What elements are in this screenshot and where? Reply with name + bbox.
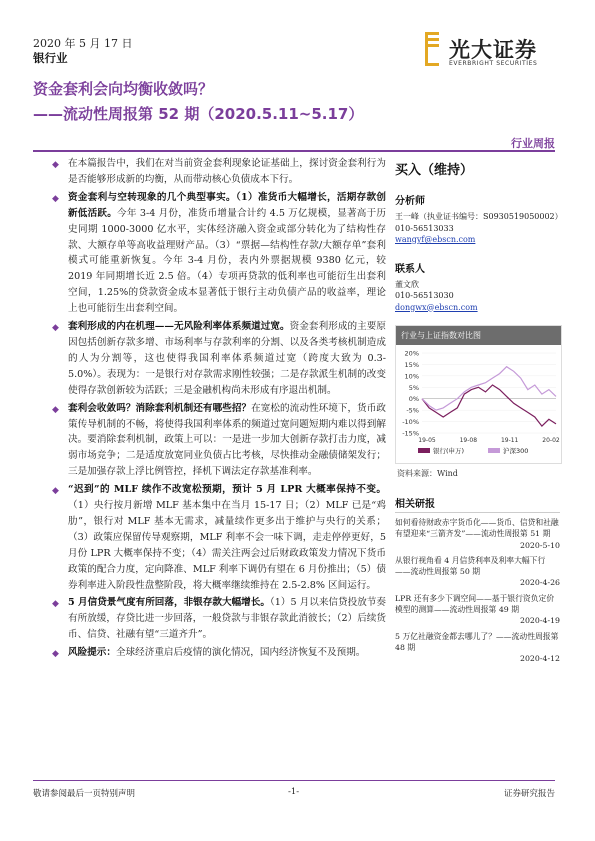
- bullet-text: 资金套利形成的主要原因包括创新存款多增、市场利率与存款利率的分割、以及各类考核机制造成的人为分割等，这也使得我国利率体系频道过宽（跨度大致为 0.3-5.0%）。表现为：一是银行对存款需求刚性较强；二是存款派生机制的改变使得存款创新较为活跃；三是金融机构尚未形成有序退出机制。: [68, 321, 387, 396]
- bullet-text: （1）5 月以来信贷投放节奏有所放缓，存贷比进一步回落，一般贷款与非银存款此消彼长；（2）后续货币、信贷、社融有望“三道齐升”。: [68, 597, 386, 641]
- bullet-bold: 风险提示：: [68, 647, 116, 659]
- industry-label: 银行业: [33, 51, 68, 65]
- bullet-text: （1）央行按月新增 MLF 基本集中在当月 15-17 日；（2）MLF 已是“鸡肋”，银行对 MLF 基本无需求，减量续作更多出于维护与央行的关系；（3）政策应保留传导观察期，MLF 利率不会一味下调，走走停停更好，5 月份 LPR 大概率保持不变；（4）需关注两会过后财政政策发力情况下货币政策的配合力度，定向降准、MLF 利率下调仍有望在 6 月份推出；（5）债券利率进入阶段性盘整阶段，将大概率继续维持在 2.5-2.8% 区间运行。: [68, 500, 386, 591]
- report-title: 资金套利会向均衡收敛吗？: [33, 80, 214, 98]
- y-tick-label: 10%: [404, 372, 419, 381]
- summary-bullet: [52, 595, 386, 643]
- footer-disclaimer: 敬请参阅最后一页特别声明: [33, 789, 136, 799]
- related-reports-heading: 相关研报: [395, 495, 560, 513]
- summary-bullet: [52, 319, 386, 399]
- contact-heading: 联系人: [395, 263, 425, 275]
- bullet-bold: “迟到”的 MLF 续作不改宽松预期，预计 5 月 LPR 大概率保持不变。: [68, 484, 386, 496]
- diamond-bullet-icon: ◆: [52, 649, 59, 660]
- y-tick-label: 0%: [408, 395, 419, 404]
- footer-divider: [33, 780, 555, 781]
- related-report-date: 2020-4-12: [520, 654, 560, 664]
- related-report-item[interactable]: [395, 631, 560, 665]
- related-report-title: 如何看待财政赤字货币化——货币、信贷和社融有望迎来“三箭齐发”——流动性周报第 51 期: [395, 518, 559, 539]
- summary-column: [52, 156, 386, 663]
- bullet-bold: 套利会收敛吗？消除套利机制还有哪些招？: [68, 402, 252, 414]
- contact-info: [395, 279, 560, 314]
- related-report-item[interactable]: [395, 555, 560, 589]
- contact-phone: 010-56513030: [395, 291, 454, 300]
- analyst-email-link[interactable]: wangyf@ebscn.com: [395, 235, 476, 244]
- y-tick-label: -15%: [402, 429, 419, 438]
- bullet-text: 在本篇报告中，我们在对当前资金套利现象论证基础上，探讨资金套利行为是否能够形成新的均衡，从而带动核心负债成本下行。: [68, 158, 386, 185]
- summary-bullet: [52, 645, 386, 661]
- x-tick-label: 19-08: [459, 437, 478, 444]
- related-report-date: 2020-4-19: [520, 616, 560, 626]
- y-tick-label: -5%: [406, 406, 419, 415]
- bullet-bold: 5 月信贷景气度有所回落，非银存款大幅增长。: [68, 597, 270, 609]
- x-tick-label: 19-05: [418, 437, 436, 444]
- analyst-info: [395, 211, 563, 246]
- related-report-title: 从银行视角看 4 月信贷利率及利率大幅下行——流动性周报第 50 期: [395, 555, 546, 577]
- diamond-bullet-icon: ◆: [52, 193, 59, 204]
- summary-bullet: [52, 401, 386, 481]
- y-tick-label: -10%: [402, 418, 419, 427]
- summary-bullet: [52, 156, 386, 188]
- chart-svg: [396, 345, 561, 463]
- related-report-item[interactable]: [395, 517, 560, 551]
- y-tick-label: 20%: [404, 349, 419, 358]
- company-logo: [425, 32, 585, 70]
- footer-report-label: 证券研究报告: [503, 789, 555, 799]
- logo-text-en: EVERBRIGHT SECURITIES: [449, 60, 538, 67]
- report-type: 行业周报: [511, 137, 555, 150]
- related-report-date: 2020-5-10: [520, 540, 560, 550]
- header-divider: [33, 150, 555, 152]
- related-report-title: LPR 还有多少下调空间——基于银行资负定价模型的测算——流动性周报第 49 期: [395, 593, 555, 615]
- bullet-bold: 资金套利与空转现象的几个典型事实。（1）准货币大幅增长，活期存款创新低活跃。: [68, 191, 386, 219]
- series-line: [422, 385, 556, 426]
- logo-text-cn: 光大证券: [449, 38, 537, 62]
- index-comparison-chart: [395, 325, 562, 464]
- diamond-bullet-icon: ◆: [52, 404, 59, 415]
- legend-label-hs300: 沪深300: [503, 447, 529, 455]
- summary-bullet: [52, 482, 386, 593]
- diamond-bullet-icon: ◆: [52, 486, 59, 497]
- bullet-bold: 套利形成的内在机理——无风险利率体系频道过宽。: [68, 321, 290, 333]
- y-tick-label: 15%: [404, 360, 419, 369]
- bullet-text: 今年 3-4 月份，准货币增量合计约 4.5 万亿规模，显著高于历史同期 1000-3000 亿水平，实体经济融入资金或部分转化为了结构性存款、大额存单等高收益理财产品。（3）“票据—结构性存款/大额存单”套利模式可能重新恢复。今年 3-4 月份，表内外票据规模 9380 亿元，较 2019 年同期增长近 2.5 倍。（4）专项再贷款的低利率也可能衍生出套利空间，1.25%的贷款资金成本显著低于银行主动负债产品的收益率，理论上也可能衍生出套利空间。: [68, 207, 387, 315]
- summary-bullet: [52, 190, 386, 317]
- related-report-item[interactable]: [395, 593, 560, 627]
- diamond-bullet-icon: ◆: [52, 323, 59, 334]
- rating-label: 买入（维持）: [395, 163, 474, 178]
- chart-title: 行业与上证指数对比图: [396, 326, 561, 345]
- logo-mark-icon: [425, 32, 439, 66]
- related-report-title: 5 万亿社融资金都去哪儿了？——流动性周报第 48 期: [395, 631, 559, 652]
- report-date: 2020 年 5 月 17 日: [33, 37, 133, 50]
- page-number: -1-: [288, 787, 300, 797]
- legend-swatch-hs300: [488, 448, 500, 453]
- contact-name: 董文欣: [395, 279, 419, 289]
- diamond-bullet-icon: ◆: [52, 160, 59, 170]
- contact-email-link[interactable]: dongwx@ebscn.com: [395, 302, 478, 312]
- x-tick-label: 19-11: [500, 437, 519, 444]
- analyst-heading: 分析师: [395, 196, 425, 207]
- bullet-text: 全球经济重启后疫情的演化情况，国内经济恢复不及预期。: [115, 647, 366, 659]
- x-tick-label: 20-02: [542, 437, 560, 444]
- y-tick-label: 5%: [408, 383, 419, 392]
- related-report-date: 2020-4-26: [520, 578, 560, 588]
- analyst-phone: 010-56513033: [395, 223, 454, 233]
- legend-label-bank: 银行(申万): [433, 447, 465, 455]
- bullet-text: 在宽松的流动性环境下，货币政策传导机制的不畅，将使得我国利率体系的频道过宽问题短期内难以得到解决。要消除套利机制，政策上可以：一是进一步加大创新存款打击力度，减弱市场竞争；二是适度放宽同业负债占比考核，尽快推动金融债储架发行；三是加强存款上浮比例管控，择机下调法定存款基准利率。: [68, 402, 387, 478]
- report-subtitle: ——流动性周报第 52 期（2020.5.11~5.17）: [33, 105, 364, 123]
- sidebar-column: [395, 156, 563, 665]
- legend-swatch-bank: [418, 448, 430, 453]
- analyst-name: 王一峰（执业证书编号：S0930519050002）: [395, 212, 563, 221]
- chart-source: 资料来源：Wind: [397, 469, 458, 478]
- diamond-bullet-icon: ◆: [52, 599, 59, 610]
